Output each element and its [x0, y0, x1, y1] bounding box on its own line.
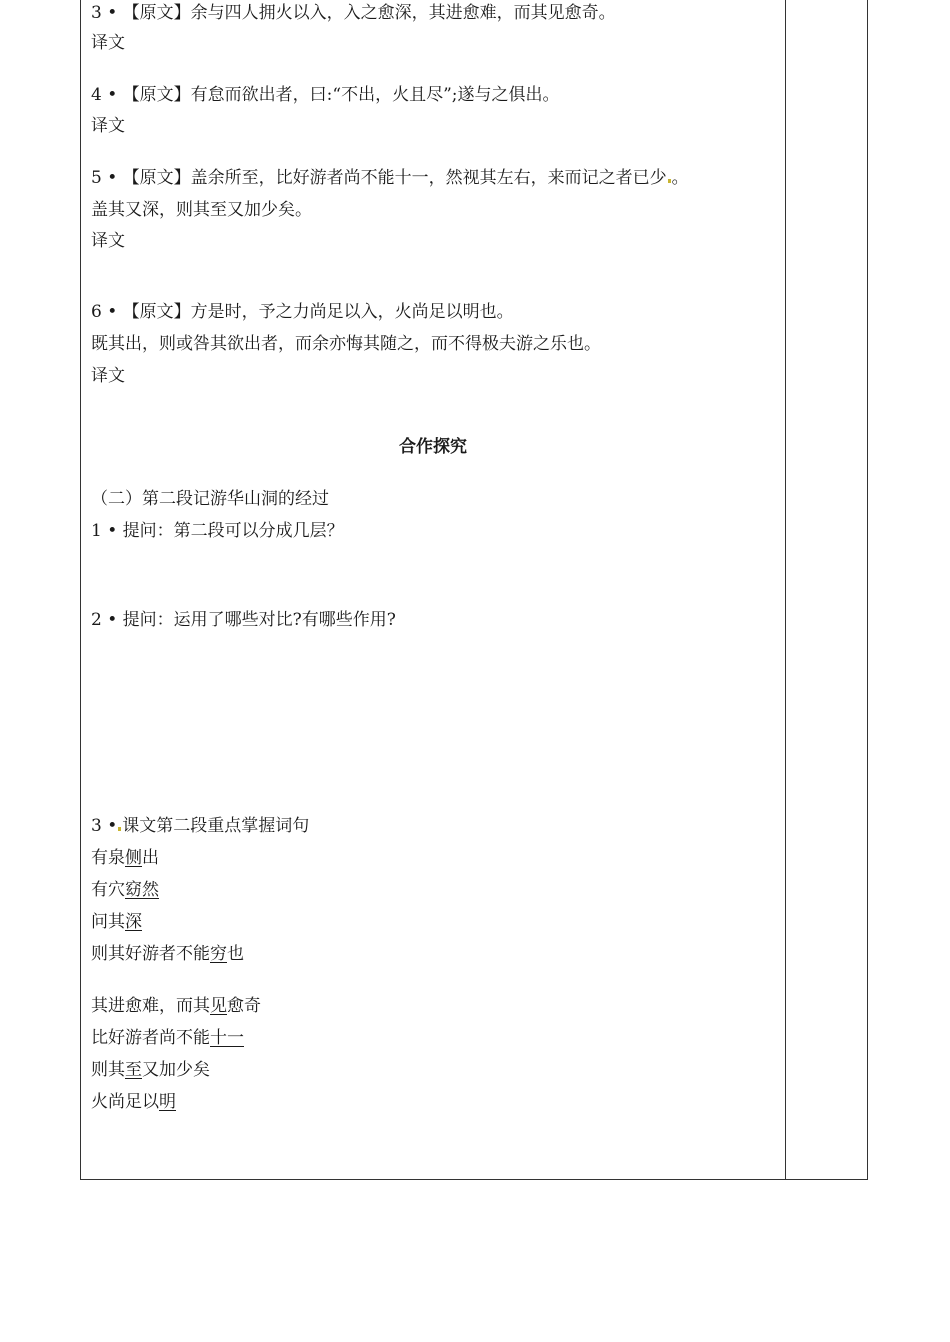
vocab-prefix: 比好游者尚不能 — [91, 1028, 210, 1048]
item-4-translation-label: 译文 — [91, 116, 125, 136]
vocab-suffix: 出 — [142, 848, 159, 868]
vocab-keyword: 穷 — [210, 944, 227, 964]
vocab-keyword: 明 — [159, 1092, 176, 1112]
vocab-suffix: 愈奇 — [227, 996, 261, 1016]
vocab-prefix: 则其好游者不能 — [91, 944, 210, 964]
vocab-item — [91, 1027, 244, 1049]
highlight-mark — [668, 179, 671, 183]
vocab-prefix: 则其 — [91, 1060, 125, 1080]
item-4-original: 4 • 【原文】有怠而欲出者，曰:“不出，火且尽”;遂与之俱出。 — [91, 85, 560, 105]
vocab-item — [91, 911, 142, 933]
vocab-suffix: 也 — [227, 944, 244, 964]
vocab-prefix: 问其 — [91, 912, 125, 932]
item-3-translation-label: 译文 — [91, 33, 125, 53]
item-6-original: 6 • 【原文】方是时，予之力尚足以入，火尚足以明也。 — [91, 302, 514, 322]
question-1: 1 • 提问：第二段可以分成几层？ — [91, 521, 344, 541]
vocab-item — [91, 879, 159, 901]
vocab-prefix: 火尚足以 — [91, 1092, 159, 1112]
vocab-keyword: 十一 — [210, 1028, 244, 1048]
question-3 — [91, 815, 309, 837]
item-6-continuation: 既其出，则或咎其欲出者，而余亦悔其随之，而不得极夫游之乐也。 — [91, 334, 601, 354]
highlight-mark — [118, 827, 121, 831]
question-3-text: 课文第二段重点掌握词句 — [122, 816, 310, 836]
item-5-translation-label: 译文 — [91, 231, 125, 251]
vocab-prefix: 有穴 — [91, 880, 125, 900]
vocab-item — [91, 995, 261, 1017]
item-5-original — [91, 167, 689, 189]
part-2-heading: （二）第二段记游华山洞的经过 — [91, 489, 329, 509]
vocab-prefix: 有泉 — [91, 848, 125, 868]
question-3-number: 3 • — [91, 816, 118, 836]
vocab-prefix: 其进愈难，而其 — [91, 996, 210, 1016]
item-3-original: 3 • 【原文】余与四人拥火以入，入之愈深，其进愈难，而其见愈奇。 — [91, 3, 616, 23]
question-2: 2 • 提问：运用了哪些对比?有哪些作用? — [91, 610, 396, 630]
section-title: 合作探究 — [399, 437, 467, 457]
item-5-original-text: 5 • 【原文】盖余所至，比好游者尚不能十一，然视其左右，来而记之者已少 — [91, 168, 667, 188]
vocab-keyword: 侧 — [125, 848, 142, 868]
vocab-keyword: 至 — [125, 1060, 142, 1080]
item-6-translation-label: 译文 — [91, 366, 125, 386]
vocab-keyword: 深 — [125, 912, 142, 932]
vocab-keyword: 见 — [210, 996, 227, 1016]
vocab-suffix: 又加少矣 — [142, 1060, 210, 1080]
column-divider — [785, 0, 786, 1180]
item-5-original-end: 。 — [671, 168, 689, 188]
vocab-item — [91, 847, 159, 869]
vocab-item — [91, 1091, 176, 1113]
vocab-item — [91, 1059, 210, 1081]
vocab-keyword: 窈然 — [125, 880, 159, 900]
item-5-continuation: 盖其又深，则其至又加少矣。 — [91, 200, 312, 220]
vocab-item — [91, 943, 244, 965]
